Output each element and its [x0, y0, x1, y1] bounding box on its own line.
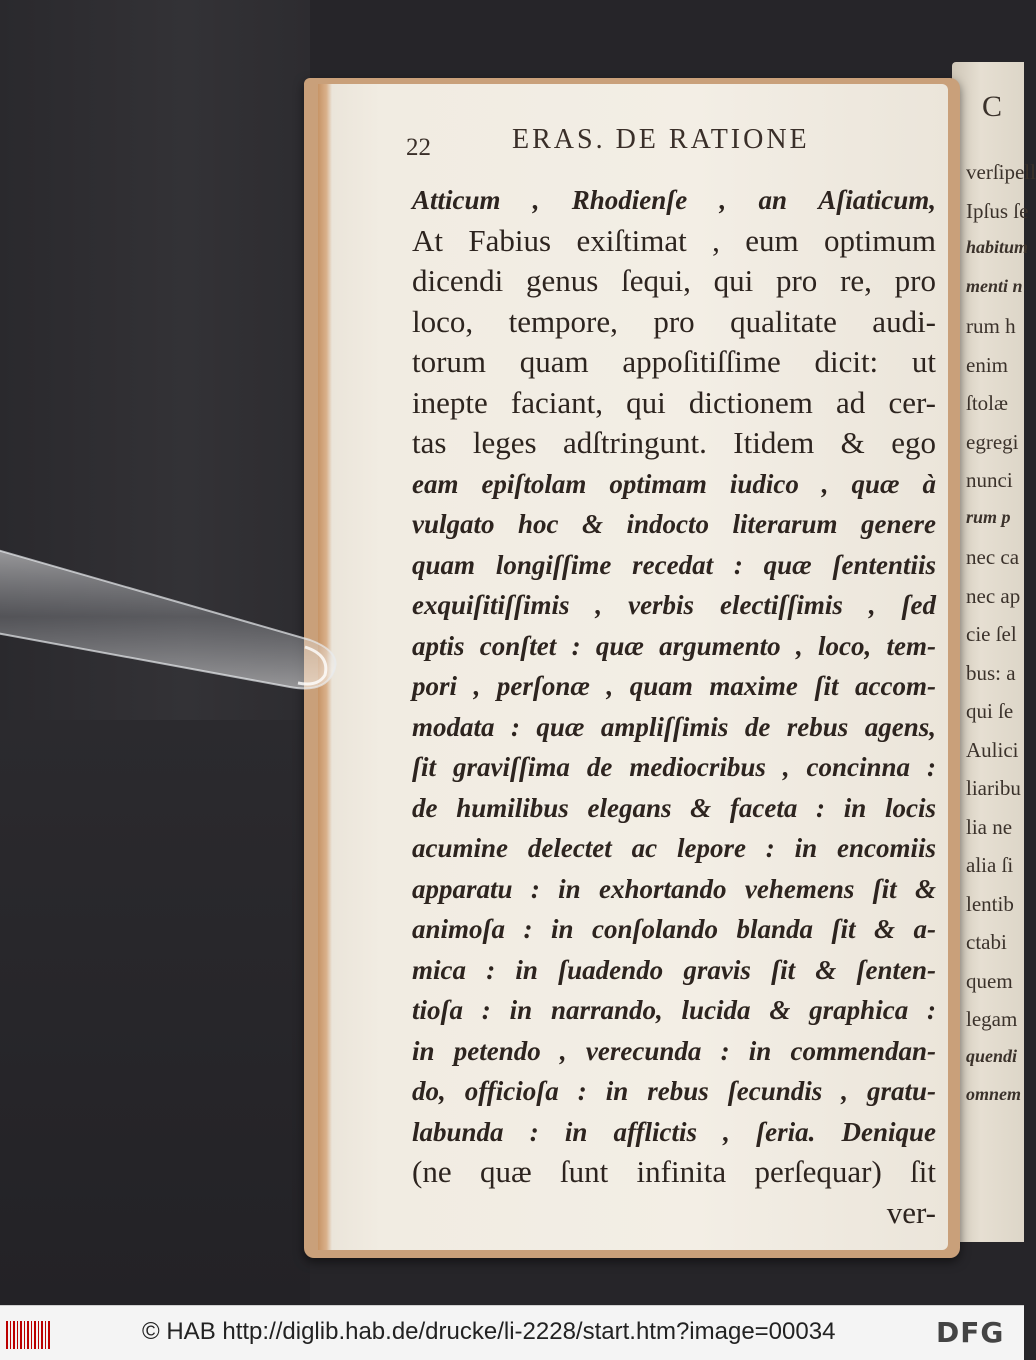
- text-line: ſit graviſſima de mediocribus , concinna :: [412, 752, 936, 782]
- facing-page-text: Ipſus ſe: [966, 198, 1029, 223]
- page-edge: [318, 84, 332, 1250]
- text-line: ver-: [886, 1194, 936, 1230]
- background-cloth-lower: [0, 720, 310, 1305]
- facing-page-text: alia ſi: [966, 853, 1014, 877]
- text-line: loco, tempore, pro qualitate audi-: [412, 303, 936, 339]
- facing-page-text: liaribu: [966, 776, 1021, 800]
- text-line: eam epiſtolam optimam iudico , quæ à: [412, 468, 936, 499]
- barcode-icon: [6, 1321, 50, 1349]
- text-line: de humilibus elegans & faceta : in locis: [412, 792, 936, 823]
- facing-page-text: omnem: [966, 1084, 1022, 1104]
- text-line: inepte faciant, qui dictionem ad cer-: [412, 384, 936, 420]
- text-line: (ne quæ ſunt infinita perſequar) ſit: [412, 1154, 936, 1189]
- facing-page-text: bus: a: [966, 660, 1016, 685]
- facing-page-text: lia ne: [966, 814, 1013, 839]
- facing-page-text: nec ca: [966, 545, 1020, 569]
- text-line: aptis conſtet : quæ argumento , loco, tem-: [412, 630, 936, 661]
- dfg-logo: DFG: [936, 1316, 1005, 1349]
- text-line: apparatu : in exhortando vehemens ſit &: [412, 873, 936, 904]
- text-line: in petendo , verecunda : in commendan-: [412, 1035, 936, 1066]
- facing-page-text: menti n: [966, 275, 1023, 296]
- text-line: acumine delectet ac lepore : in encomiis: [412, 833, 936, 863]
- text-line: quam longiſſime recedat : quæ ſententiis: [412, 549, 936, 580]
- text-line: At Fabius exiſtimat , eum optimum: [412, 222, 936, 258]
- facing-page-text: enim: [966, 352, 1008, 377]
- facing-page-text: lentib: [966, 891, 1014, 916]
- text-line: dicendi genus ſequi, qui pro re, pro: [412, 263, 936, 298]
- text-line: labunda : in afflictis , ſeria. Denique: [412, 1116, 936, 1147]
- text-line: tas leges adſtringunt. Itidem & ego: [412, 425, 936, 460]
- running-title: ERAS. DE RATIONE: [512, 124, 810, 155]
- text-line: torum quam appoſitiſſime dicit: ut: [412, 344, 936, 379]
- text-line: exquiſitiſſimis , verbis electiſſimis , ſed: [412, 590, 936, 620]
- facing-page-text: egregi: [966, 429, 1019, 454]
- facing-page-text: cie ſel: [966, 622, 1017, 646]
- text-line: pori , perſonæ , quam maxime ſit accom-: [412, 671, 936, 701]
- facing-page-text: quendi: [966, 1045, 1018, 1066]
- facing-page-text: ſtolæ: [966, 391, 1009, 415]
- facing-page-text: legam: [966, 1007, 1018, 1031]
- facing-page-text: Aulici: [966, 737, 1019, 762]
- text-line: vulgato hoc & indocto literarum genere: [412, 509, 936, 539]
- text-line: modata : quæ ampliſſimis de rebus agens,: [412, 711, 936, 742]
- facing-page-text: C: [982, 90, 1003, 123]
- facing-page-text: rum h: [966, 314, 1016, 338]
- facing-page-text: verſipell: [966, 160, 1036, 184]
- body-text: [412, 180, 936, 1233]
- text-line: tioſa : in narrando, lucida & graphica :: [412, 995, 936, 1025]
- facing-page-text: qui ſe: [966, 699, 1014, 723]
- facing-page-text: nunci: [966, 468, 1013, 492]
- facing-page-text: quem: [966, 968, 1013, 993]
- text-line: do, officioſa : in rebus ſecundis , gratu-: [412, 1076, 936, 1106]
- facing-page-text: nec ap: [966, 583, 1021, 608]
- running-head: [400, 124, 960, 164]
- copyright-link[interactable]: © HAB http://diglib.hab.de/drucke/li-2228/start.htm?image=00034: [142, 1318, 836, 1345]
- facing-page: [952, 62, 1036, 1242]
- footer-bar: [0, 1305, 1024, 1360]
- text-line: mica : in ſuadendo gravis ſit & ſenten-: [412, 954, 936, 985]
- facing-page-text: habitum: [966, 237, 1029, 257]
- text-line: Atticum , Rhodienſe , an Aſiaticum,: [412, 185, 936, 215]
- facing-page-text: ctabi: [966, 930, 1007, 954]
- page-number: 22: [406, 134, 431, 161]
- facing-page-text: rum p: [966, 506, 1011, 527]
- text-line: animoſa : in conſolando blanda ſit & a-: [412, 914, 936, 944]
